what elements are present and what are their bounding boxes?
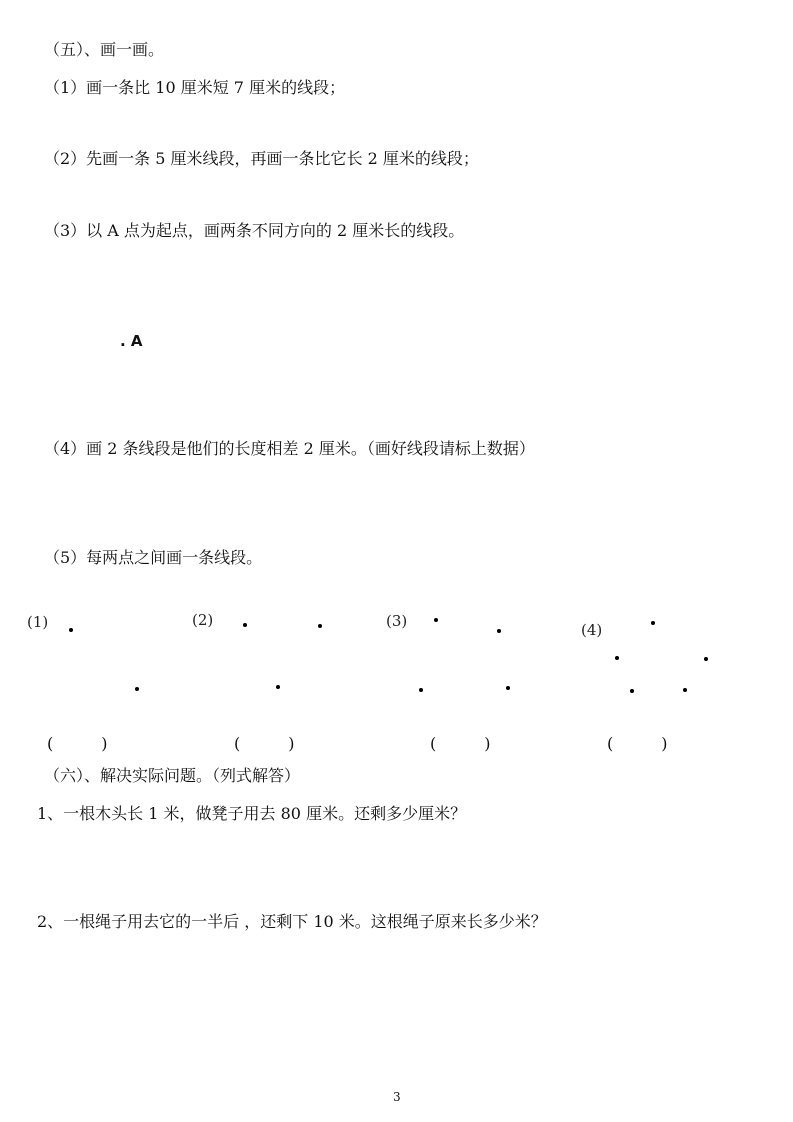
question-3: （3）以 A 点为起点，画两条不同方向的 2 厘米长的线段。: [44, 221, 465, 240]
group-3-dot: [497, 629, 501, 633]
group-3-dot: [506, 686, 510, 690]
group-2-dot: [276, 685, 280, 689]
group-3-dot: [419, 688, 423, 692]
question-4: （4）画 2 条线段是他们的长度相差 2 厘米。（画好线段请标上数据）: [44, 439, 535, 458]
group-1-dot: [135, 687, 139, 691]
group-4-dot: [683, 688, 687, 692]
group-1-dot: [69, 628, 73, 632]
section5-title: （五）、画一画。: [44, 40, 165, 59]
question-2: （2）先画一条 5 厘米线段，再画一条比它长 2 厘米的线段；: [44, 149, 479, 168]
group-2-label: (2): [192, 611, 214, 629]
group-1-answer-blank[interactable]: ( ): [47, 734, 108, 753]
group-4-dot: [615, 656, 619, 660]
group-3-answer-blank[interactable]: ( ): [430, 734, 491, 753]
section6-title: （六）、解决实际问题。（列式解答）: [44, 766, 301, 785]
problem-1: 1、一根木头长 1 米，做凳子用去 80 厘米。还剩多少厘米？: [37, 804, 467, 823]
group-1-label: (1): [27, 613, 49, 631]
group-4-label: (4): [581, 621, 603, 639]
question-1: （1）画一条比 10 厘米短 7 厘米的线段；: [44, 78, 346, 97]
group-2-dot: [243, 623, 247, 627]
page-number: 3: [393, 1090, 401, 1104]
question-5: （5）每两点之间画一条线段。: [44, 548, 263, 567]
group-4-dot: [651, 621, 655, 625]
group-4-dot: [704, 657, 708, 661]
problem-2: 2、一根绳子用去它的一半后 ，还剩下 10 米。这根绳子原来长多少米？: [37, 912, 547, 931]
point-a-label: . A: [120, 332, 143, 350]
group-2-dot: [318, 624, 322, 628]
group-3-label: (3): [386, 612, 408, 630]
group-4-dot: [630, 689, 634, 693]
group-4-answer-blank[interactable]: ( ): [607, 734, 668, 753]
group-3-dot: [434, 618, 438, 622]
group-2-answer-blank[interactable]: ( ): [234, 734, 295, 753]
